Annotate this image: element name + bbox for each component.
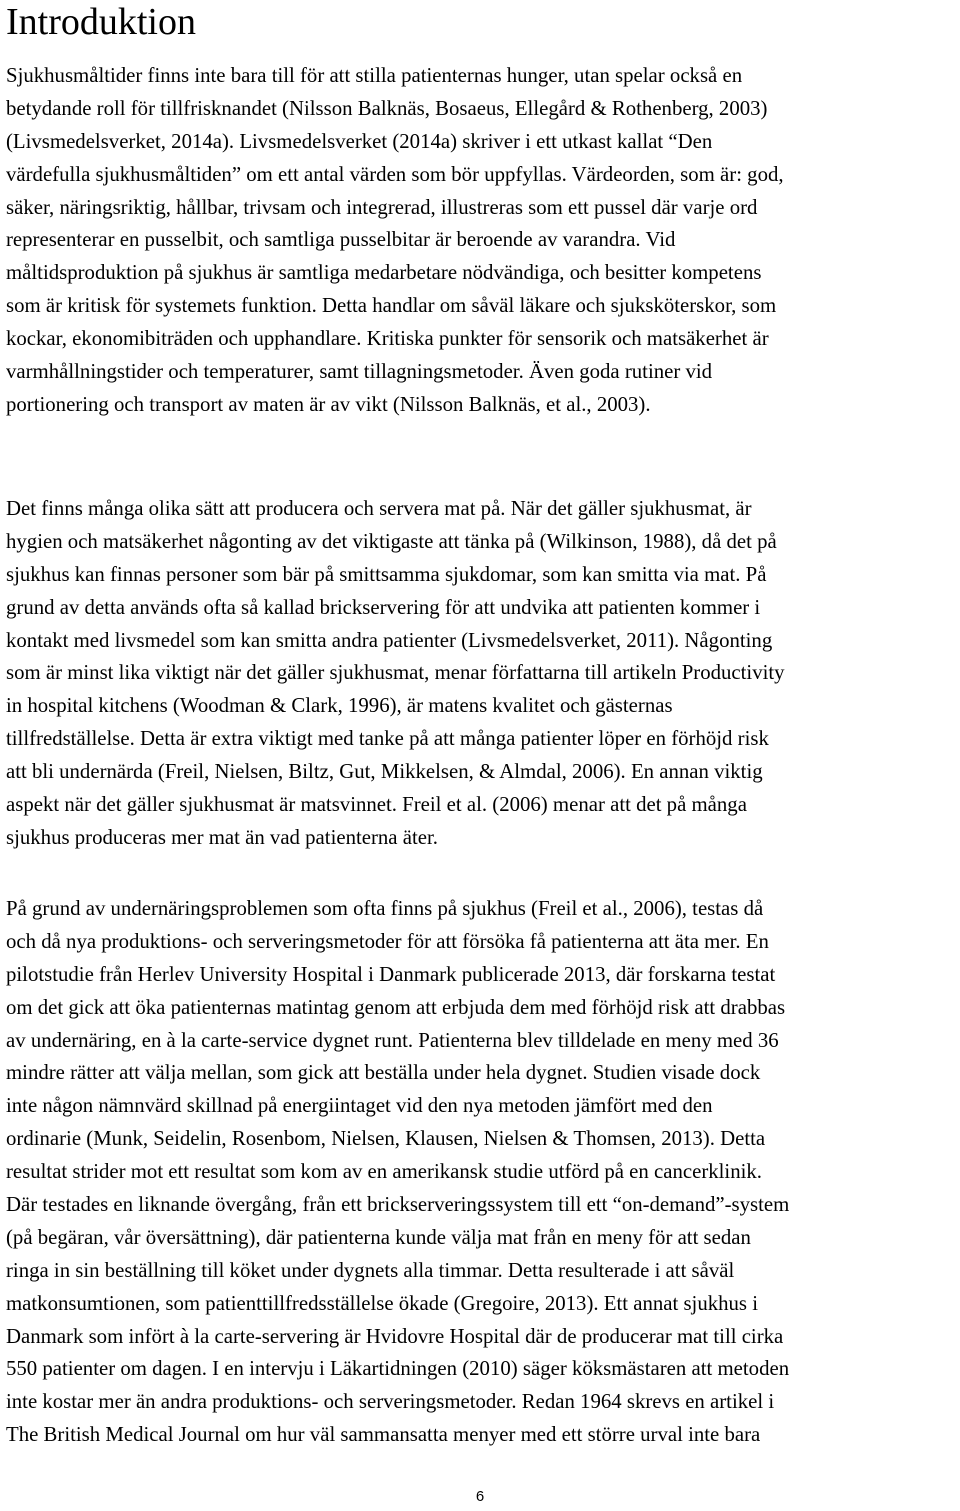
text-line: ringa in sin beställning till köket under dygnets alla timmar. Detta resulterade i att såväl: [6, 1258, 735, 1282]
text-line: ordinarie (Munk, Seidelin, Rosenbom, Nielsen, Klausen, Nielsen & Thomsen, 2013). Detta: [6, 1127, 766, 1151]
text-line: 550 patienter om dagen. I en intervju i Läkartidningen (2010) säger köksmästaren att metoden: [6, 1357, 790, 1381]
text-line: Danmark som infört à la carte-servering är Hvidovre Hospital där de producerar mat till cirka: [6, 1324, 784, 1348]
text-line: The British Medical Journal om hur väl sammansatta menyer med ett större urval inte bara: [6, 1423, 761, 1447]
text-line: kockar, ekonomibiträden och upphandlare. Kritiska punkter för sensorik och matsäkerhet är: [6, 327, 769, 351]
page-number: 6: [475, 1488, 485, 1505]
text-line: Där testades en liknande övergång, från ett brickserveringssystem till ett “on-demand”-system: [6, 1193, 790, 1217]
text-line: som är kritisk för systemets funktion. Detta handlar om såväl läkare och sjuksköterskor, som: [6, 294, 777, 318]
text-line: kontakt med livsmedel som kan smitta andra patienter (Livsmedelsverket, 2011). Någonting: [6, 628, 773, 652]
text-line: hygien och matsäkerhet någonting av det viktigaste att tänka på (Wilkinson, 1988), då det på: [6, 529, 777, 553]
text-line: matkonsumtionen, som patienttillfredsställelse ökade (Gregoire, 2013). Ett annat sjukhus i: [6, 1291, 758, 1315]
text-line: av undernäring, en à la carte-service dygnet runt. Patienterna blev tilldelade en meny med 36: [6, 1028, 779, 1052]
paragraph-3: [6, 893, 789, 1452]
text-line: att bli undernärda (Freil, Nielsen, Biltz, Gut, Mikkelsen, & Almdal, 2006). En annan viktig: [6, 760, 763, 784]
paragraph-2: [6, 493, 785, 855]
text-line: måltidsproduktion på sjukhus är samtliga medarbetare nödvändiga, och besitter kompetens: [6, 261, 762, 285]
text-line: portionering och transport av maten är av vikt (Nilsson Balknäs, et al., 2003).: [6, 392, 651, 416]
text-line: om det gick att öka patienternas matintag genom att erbjuda dem med förhöjd risk att drabbas: [6, 995, 786, 1019]
text-line: Det finns många olika sätt att producera och servera mat på. När det gäller sjukhusmat, är: [6, 497, 752, 520]
text-line: Sjukhusmåltider finns inte bara till för att stilla patienternas hunger, utan spelar också en: [6, 64, 743, 87]
text-line: (på begäran, vår översättning), där patienterna kunde välja mat från en meny för att sedan: [6, 1225, 751, 1249]
text-line: grund av detta används ofta så kallad brickservering för att undvika att patienten kommer i: [6, 595, 761, 619]
text-line: säker, näringsriktig, hållbar, trivsam och integrerad, illustreras som ett pussel där varje ord: [6, 195, 758, 219]
paragraph-1: [6, 60, 784, 422]
text-line: (Livsmedelsverket, 2014a). Livsmedelsverket (2014a) skriver i ett utkast kallat “Den: [6, 129, 713, 153]
text-line: tillfredställelse. Detta är extra viktigt med tanke på att många patienter löper en förhöjd risk: [6, 727, 769, 751]
text-line: som är minst lika viktigt när det gäller sjukhusmat, menar författarna till artikeln Productivity: [6, 661, 785, 685]
text-line: representerar en pusselbit, och samtliga pusselbitar är beroende av varandra. Vid: [6, 228, 676, 252]
text-line: in hospital kitchens (Woodman & Clark, 1996), är matens kvalitet och gästernas: [6, 694, 673, 718]
text-line: sjukhus produceras mer mat än vad patienterna äter.: [6, 825, 438, 849]
text-line: värdefulla sjukhusmåltiden” om ett antal värden som bör uppfyllas. Värdeorden, som är: god,: [6, 162, 784, 186]
text-line: varmhållningstider och temperaturer, samt tillagningsmetoder. Även goda rutiner vid: [6, 360, 713, 384]
text-line: aspekt när det gäller sjukhusmat är matsvinnet. Freil et al. (2006) menar att det på många: [6, 793, 747, 817]
text-line: inte någon nämnvärd skillnad på energiintaget vid den nya metoden jämfört med den: [6, 1094, 713, 1118]
text-line: inte kostar mer än andra produktions- och serveringsmetoder. Redan 1964 skrevs en artikel i: [6, 1390, 775, 1414]
text-line: betydande roll för tillfrisknandet (Nilsson Balknäs, Bosaeus, Ellegård & Rothenberg, 2003): [6, 96, 768, 120]
document-page: [6, 0, 956, 1447]
text-line: På grund av undernäringsproblemen som ofta finns på sjukhus (Freil et al., 2006), testas då: [6, 897, 764, 920]
text-line: mindre rätter att välja mellan, som gick att beställa under hela dygnet. Studien visade dock: [6, 1061, 761, 1085]
text-line: pilotstudie från Herlev University Hospital i Danmark publicerade 2013, där forskarna testat: [6, 962, 776, 986]
text-line: sjukhus kan finnas personer som bär på smittsamma sjukdomar, som kan smitta via mat. På: [6, 562, 767, 586]
text-line: och då nya produktions- och serveringsmetoder för att försöka få patienterna att äta mer. En: [6, 929, 769, 953]
text-line: resultat strider mot ett resultat som kom av en amerikansk studie utförd på en cancerklinik.: [6, 1160, 762, 1184]
section-heading: Introduktion: [6, 1, 196, 43]
